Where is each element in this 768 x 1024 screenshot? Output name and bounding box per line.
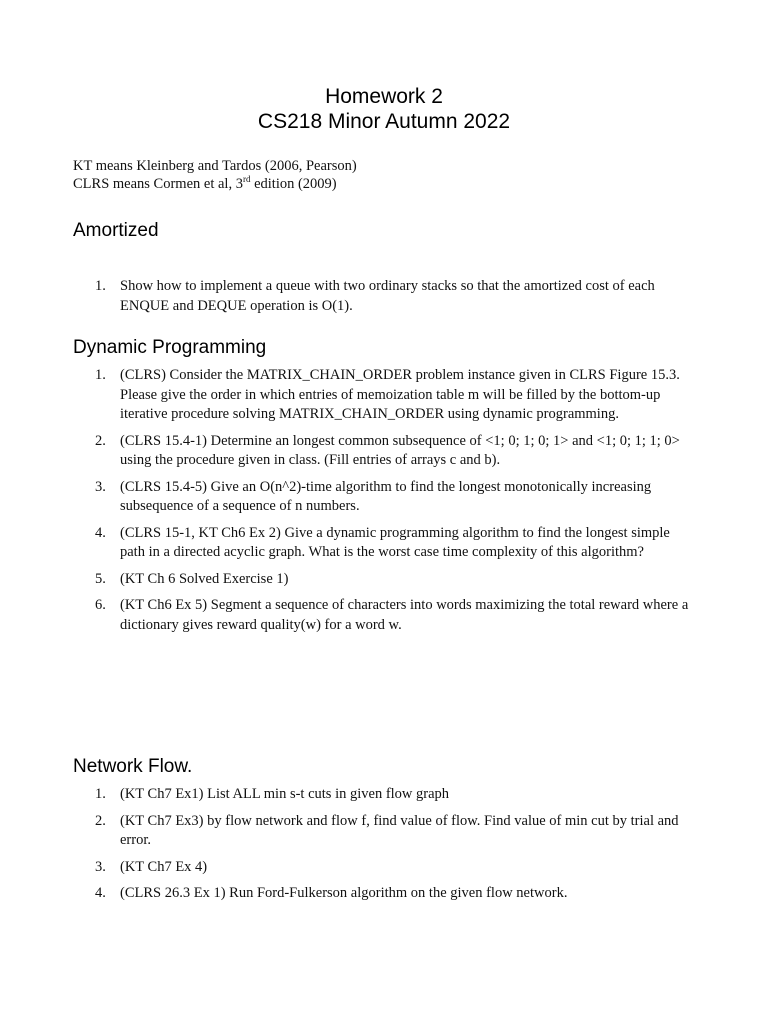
section-heading-dynamic-programming: Dynamic Programming	[73, 337, 267, 358]
item-number: 5.	[95, 570, 106, 587]
clrs-reference-superscript: rd	[242, 173, 251, 184]
item-number: 2.	[95, 432, 106, 449]
document-subtitle: CS218 Minor Autumn 2022	[257, 110, 511, 133]
item-number: 4.	[95, 885, 106, 901]
references-block	[73, 158, 357, 193]
list-item	[73, 432, 698, 471]
item-number: 3.	[95, 478, 106, 495]
item-text: (KT Ch7 Ex3) by flow network and flow f, find value of flow. Find value of min cut by trial and error.	[120, 812, 679, 848]
item-text: (KT Ch7 Ex 4)	[120, 858, 208, 875]
item-number: 2.	[95, 812, 106, 829]
list-item	[73, 812, 698, 851]
item-number: 6.	[95, 597, 106, 613]
item-text: (KT Ch6 Ex 5) Segment a sequence of characters into words maximizing the total reward where a dictionary gives reward quality(w) for a word w.	[120, 597, 689, 633]
item-number: 3.	[95, 858, 106, 875]
section-heading-network-flow: Network Flow.	[73, 756, 193, 777]
list-item	[73, 884, 698, 904]
item-number: 1.	[95, 786, 106, 802]
list-item	[73, 858, 698, 878]
clrs-reference-edition: edition (2009)	[250, 175, 337, 192]
item-number: 1.	[95, 278, 106, 294]
amortized-list	[73, 277, 698, 323]
section-heading-amortized: Amortized	[73, 220, 159, 241]
item-text: (CLRS 15.4-1) Determine an longest common subsequence of <1; 0; 1; 0; 1> and <1; 0; 1; 1; 0> using the procedure given in class. (Fill entries of arrays c and b).	[120, 432, 680, 468]
item-text: (KT Ch7 Ex1) List ALL min s-t cuts in given flow graph	[120, 786, 450, 802]
document-title: Homework 2	[325, 85, 443, 108]
list-item	[73, 785, 698, 805]
item-text: Show how to implement a queue with two ordinary stacks so that the amortized cost of each ENQUE and DEQUE operation is O(1).	[120, 278, 655, 314]
list-item	[73, 524, 698, 563]
item-text: (CLRS 15.4-5) Give an O(n^2)-time algorithm to find the longest monotonically increasing subsequence of a sequence of n numbers.	[120, 478, 652, 514]
item-text: (KT Ch 6 Solved Exercise 1)	[120, 570, 289, 587]
item-number: 1.	[95, 367, 106, 383]
item-text: (CLRS 26.3 Ex 1) Run Ford-Fulkerson algorithm on the given flow network.	[120, 885, 568, 901]
dynamic-programming-list	[73, 366, 698, 642]
clrs-reference	[73, 173, 357, 194]
item-number: 4.	[95, 524, 106, 541]
list-item	[73, 478, 698, 517]
clrs-reference-text: CLRS means Cormen et al, 3	[73, 175, 243, 192]
kt-reference: KT means Kleinberg and Tardos (2006, Pearson)	[73, 158, 357, 174]
item-text: (CLRS) Consider the MATRIX_CHAIN_ORDER problem instance given in CLRS Figure 15.3. Please give the order in which entries of memoization table m will be filled by the bottom-up iterative procedure solving MATRIX_CHAIN_ORDER using dynamic programming.	[120, 367, 680, 422]
item-text: (CLRS 15-1, KT Ch6 Ex 2) Give a dynamic programming algorithm to find the longest simple path in a directed acyclic graph. What is the worst case time complexity of this algorithm?	[120, 524, 670, 560]
list-item	[73, 570, 698, 590]
network-flow-list	[73, 785, 698, 911]
list-item	[73, 277, 698, 316]
list-item	[73, 596, 698, 635]
list-item	[73, 366, 698, 425]
